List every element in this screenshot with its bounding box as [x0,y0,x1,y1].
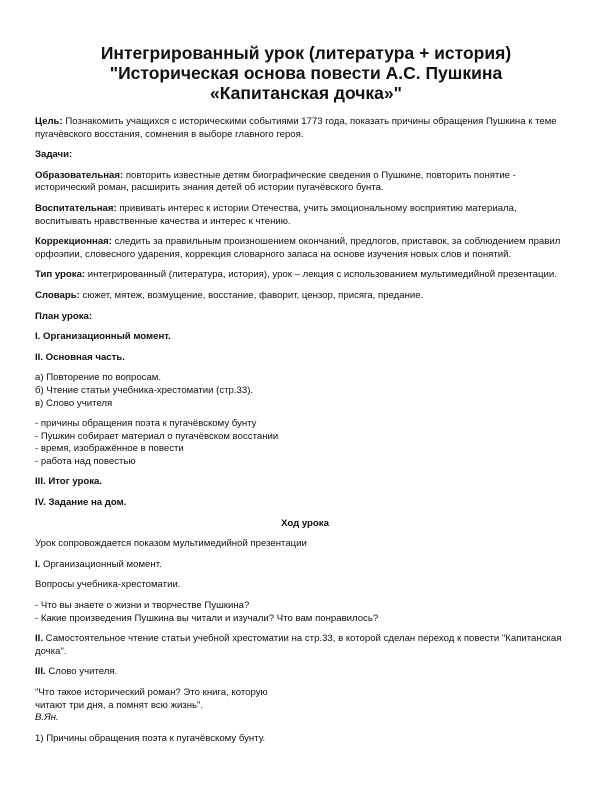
correctional-text: следить за правильным произношением окончаний, предлогов, приставок, за соблюдением правил орфоэпии, словесного ударения, коррекция словарного запаса на основе изучения новых слов и понятий. [35,236,561,260]
plan-part-2: II. Основная часть. [35,351,125,363]
educational-paragraph [35,170,575,195]
title-line-2: "Историческая основа повести А.С. Пушкина [109,63,503,83]
progress-section-2-text: Самостоятельное чтение статьи учебной хрестоматии на стр.33, в которой сделан переход к повести "Капитанская дочка". [35,633,562,657]
plan-sub-list [35,372,575,410]
correctional-paragraph [35,236,575,261]
plan-part-3: III. Итог урока. [35,476,103,488]
lesson-type-label: Тип урока: [35,269,86,281]
epigraph-quote [35,687,575,725]
document-title [40,43,572,103]
plan-dash-list [35,418,575,468]
goal-label: Цель: [35,116,63,127]
progress-section-1-text: Организационный момент. [40,558,162,570]
point-1: 1) Причины обращения поэта к пугачёвскому бунту. [35,732,266,744]
progress-section-1-number: I. [35,558,41,570]
quote-line-1: "Что такое исторический роман? Это книга, которую [35,687,268,698]
upbringing-paragraph [35,203,575,228]
progress-section-3-number: III. [35,666,46,678]
progress-section-1 [35,559,575,572]
progress-section-3 [35,666,575,679]
progress-intro: Урок сопровождается показом мультимедийной презентации [35,538,307,550]
tasks-heading: Задачи: [35,149,73,161]
question-item: - Что вы знаете о жизни и творчестве Пушкина? [35,600,250,612]
educational-text: повторить известные детям биографические сведения о Пушкине, повторить понятие - исторический роман, расширить знания детей об истории пугачёвского бунта. [35,169,516,194]
plan-dash-item: - время, изображённое в повести [35,443,184,455]
quote-author: В.Ян. [35,712,59,724]
plan-heading: План урока: [35,310,93,322]
plan-dash-item: - причины обращения поэта к пугачёвскому бунту [35,418,257,430]
plan-part-4: IV. Задание на дом. [35,497,127,509]
upbringing-text: прививать интерес к истории Отечества, учить эмоциональному восприятию материала, воспитывать нравственные качества и интерес к чтению. [35,202,517,227]
title-line-3: «Капитанская дочка»" [210,83,402,103]
vocabulary-text: сюжет, мятеж, возмущение, восстание, фаворит, цензор, присяга, предание. [79,289,424,301]
upbringing-label: Воспитательная: [35,202,117,214]
question-item: - Какие произведения Пушкина вы читали и изучали? Что вам понравилось? [35,612,379,624]
plan-part-1: I. Организационный момент. [35,331,171,343]
progress-heading: Ход урока [281,517,329,529]
plan-sub-item: а) Повторение по вопросам. [35,372,162,384]
questions-list [35,600,575,625]
vocabulary-label: Словарь: [35,289,80,301]
correctional-label: Коррекционная: [35,236,112,248]
plan-dash-item: - работа над повестью [35,455,136,467]
title-line-1: Интегрированный урок (литература + история) [100,43,512,63]
questions-heading: Вопросы учебника-хрестоматии. [35,579,181,591]
vocabulary-paragraph [35,290,575,303]
quote-line-2: читают три дня, а помнят всю жизнь". [35,699,204,711]
progress-section-2 [35,633,575,658]
lesson-type-text: интегрированный (литература, история), урок – лекция с использованием мультимедийной презентации. [85,269,557,281]
document-body [35,116,575,753]
plan-sub-item: в) Слово учителя [35,397,113,409]
goal-text: Познакомить учащихся с историческими событиями 1773 года, показать причины обращения Пушкина к теме пугачёвского восстания, сомнения в выборе главного героя. [35,116,557,140]
plan-dash-item: - Пушкин собирает материал о пугачёвском восстании [35,430,279,442]
plan-sub-item: б) Чтение статьи учебника-хрестоматии (стр.33). [35,384,254,396]
progress-section-3-text: Слово учителя. [45,666,118,678]
educational-label: Образовательная: [35,169,124,181]
progress-section-2-number: II. [35,633,43,645]
lesson-type-paragraph [35,269,575,282]
goal-paragraph [35,116,575,141]
